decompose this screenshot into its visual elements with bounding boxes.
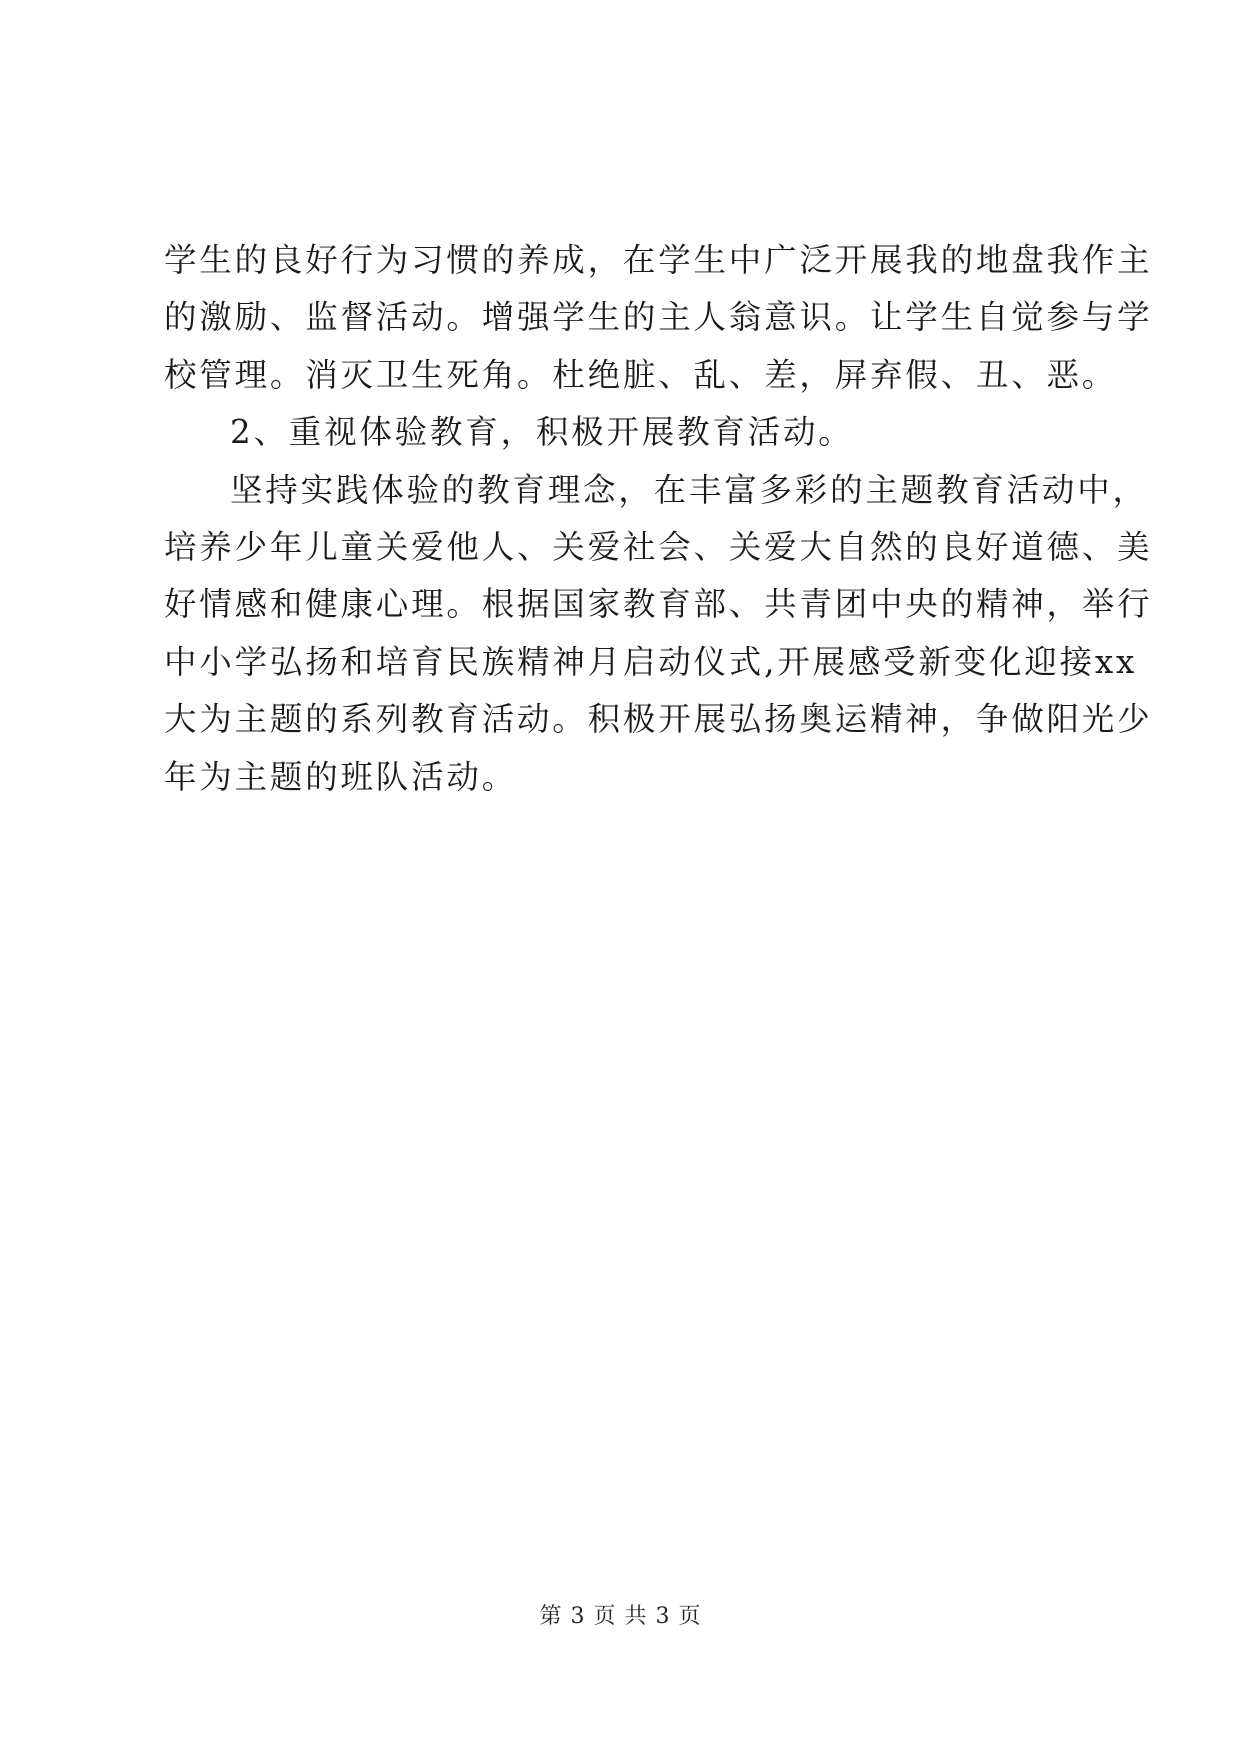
page-footer xyxy=(0,1602,1241,1632)
text-line-6: 培养少年儿童关爱他人、关爱社会、关爱大自然的良好道德、美 xyxy=(164,527,1153,566)
text-line-3: 校管理。消灭卫生死角。杜绝脏、乱、差，屏弃假、丑、恶。 xyxy=(164,355,1118,394)
section-heading: 2、重视体验教育，积极开展教育活动。 xyxy=(230,413,854,452)
text-line-9: 大为主题的系列教育活动。积极开展弘扬奥运精神，争做阳光少 xyxy=(164,700,1153,739)
text-line-7: 好情感和健康心理。根据国家教育部、共青团中央的精神，举行 xyxy=(164,585,1153,624)
text-line-1: 学生的良好行为习惯的养成，在学生中广泛开展我的地盘我作主 xyxy=(164,241,1153,279)
page-number: 第 3 页 共 3 页 xyxy=(539,1604,702,1629)
text-line-5: 坚持实践体验的教育理念，在丰富多彩的主题教育活动中， xyxy=(230,470,1148,509)
text-line-8: 中小学弘扬和培育民族精神月启动仪式,开展感受新变化迎接xx xyxy=(164,642,1138,681)
text-line-10: 年为主题的班队活动。 xyxy=(164,757,518,796)
text-line-2: 的激励、监督活动。增强学生的主人翁意识。让学生自觉参与学 xyxy=(164,298,1153,337)
document-body xyxy=(164,232,1153,806)
